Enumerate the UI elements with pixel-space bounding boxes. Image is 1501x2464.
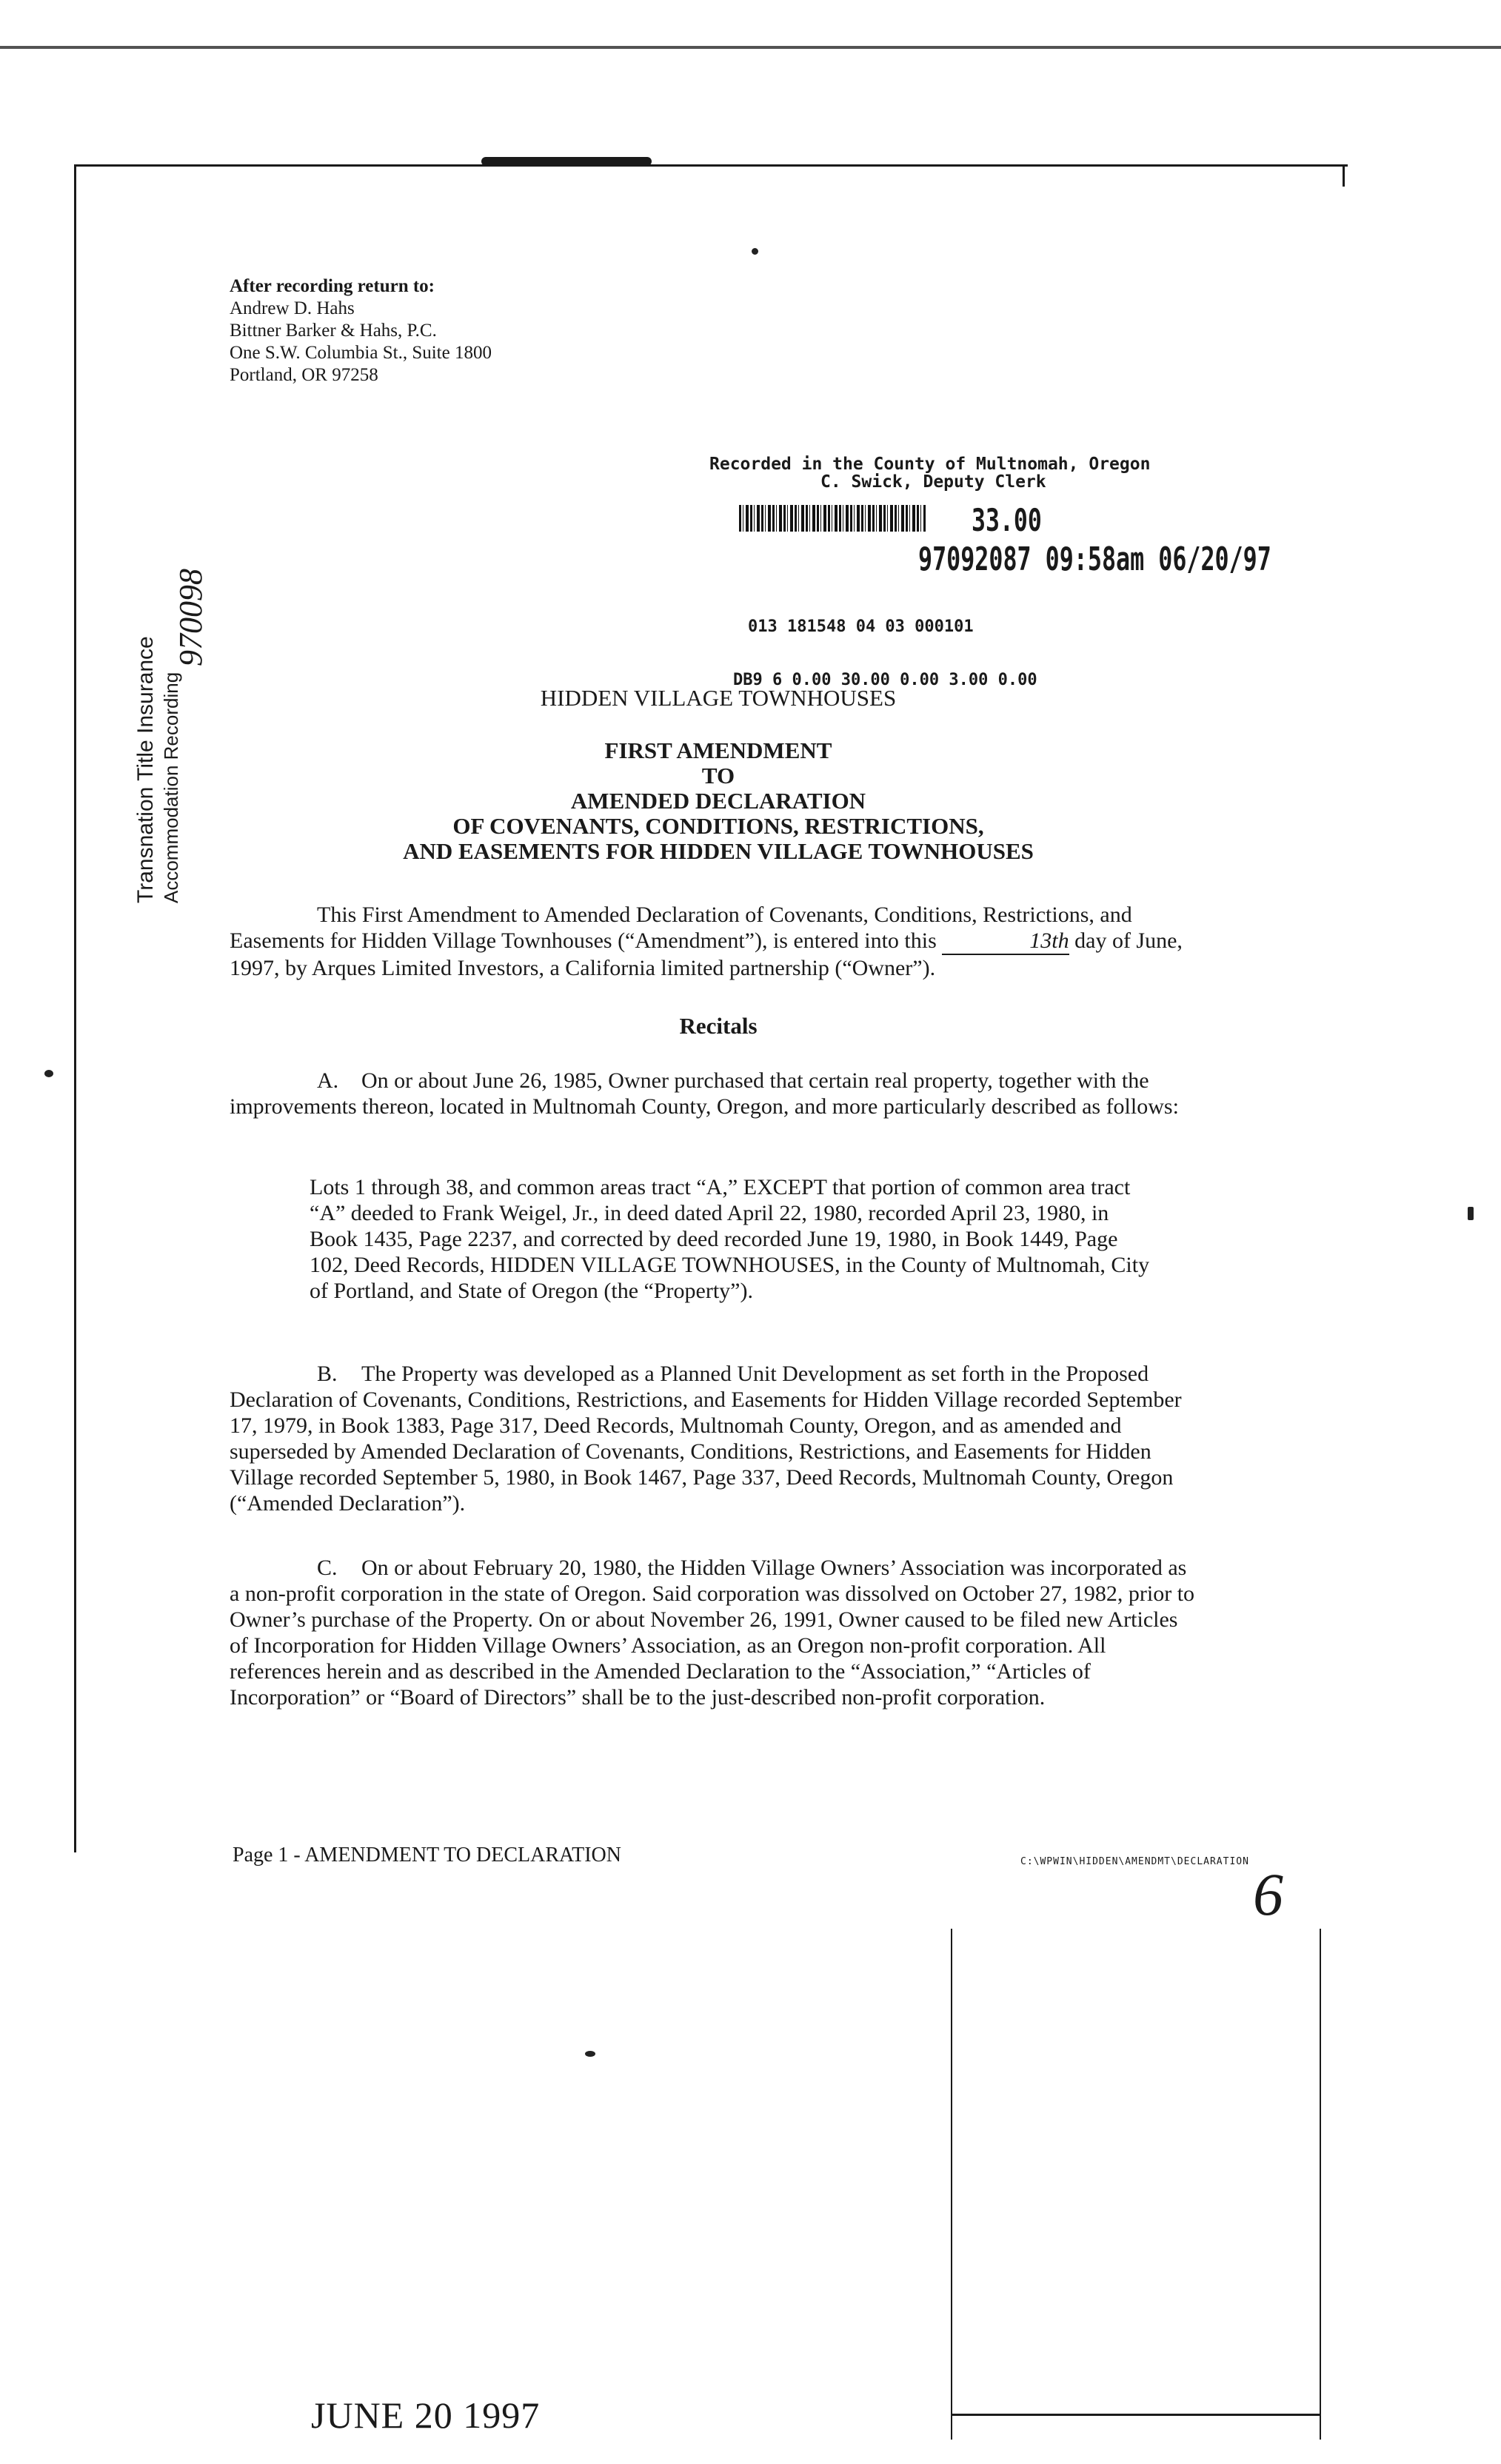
legal-description: Lots 1 through 38, and common areas tract “A,” EXCEPT that portion of common area tract “A” deeded to Frank Weigel, Jr., in deed dated April 22, 1980, recorded April 23, 1980, in Book 1435, Page 2237, and corrected by deed recorded June 19, 1980, in Book 1449, Page 102, Deed Records, HIDDEN VILLAGE TOWNHOUSES, in the County of Multnomah, City of Portland, and State of Oregon (the “Property”). (310, 1175, 1150, 1303)
top-border-smudge (481, 157, 652, 166)
recital-a (230, 1068, 1200, 1119)
recital-a-text: On or about June 26, 1985, Owner purchased that certain real property, together with the improvements thereon, located in Multnomah County, Oregon, and more particularly described as follows: (230, 1068, 1179, 1119)
title-line: AND EASEMENTS FOR HIDDEN VILLAGE TOWNHOUSES (403, 838, 1034, 864)
top-border-line (74, 164, 1348, 167)
page-footer-label: Page 1 - AMENDMENT TO DECLARATION (233, 1844, 621, 1867)
recitals-heading: Recitals (679, 1013, 758, 1039)
recording-fee: 33.00 (972, 502, 1042, 538)
bottom-right-box-left (951, 1929, 952, 2440)
return-address-line: One S.W. Columbia St., Suite 1800 (230, 343, 492, 363)
intro-text-before-day: This First Amendment to Amended Declaration of Covenants, Conditions, Restrictions, and Easements for Hidden Village Townhouses (“Amendment”), is entered into this (230, 903, 1132, 953)
recording-county-line: Recorded in the County of Multnomah, Oregon (709, 455, 1151, 474)
recital-c-label: C. (317, 1556, 338, 1580)
side-stamp-company: Transnation Title Insurance (133, 636, 158, 903)
intro-paragraph (230, 902, 1200, 981)
title-line: FIRST AMENDMENT (604, 737, 832, 763)
recital-b-text: The Property was developed as a Planned Unit Development as set forth in the Proposed Declaration of Covenants, Conditions, Restrictions, and Easements for Hidden Village recorded September 17, 1979, in Book 1383, Page 317, Deed Records, Multnomah County, Oregon, and as amended and superseded by Amended Declaration of Covenants, Conditions, Restrictions, and Easements for Hidden Village recorded September 5, 1980, in Book 1467, Page 337, Deed Records, Multnomah County, Oregon (“Amended Declaration”). (230, 1362, 1182, 1516)
intro-text-after-day: day of June, 1997, by Arques Limited Investors, a California limited partnership (“Owner”). (230, 928, 1183, 980)
scan-speck (585, 2051, 595, 2057)
wordprocessor-file-code: C:\WPWIN\HIDDEN\AMENDMT\DECLARATION (1020, 1856, 1249, 1867)
received-date-stamp: JUNE 20 1997 (311, 2394, 541, 2436)
return-address-heading: After recording return to: (230, 276, 435, 296)
handwritten-day: 13th (942, 928, 1069, 955)
recording-document-number: 97092087 09:58am 06/20/97 (918, 540, 1271, 578)
side-stamp-type: Accommodation Recording (160, 672, 182, 903)
recital-b (230, 1361, 1200, 1516)
recording-barcode (739, 505, 926, 532)
recording-stamp (709, 455, 1150, 491)
return-address-line: Andrew D. Hahs (230, 298, 355, 318)
title-line: OF COVENANTS, CONDITIONS, RESTRICTIONS, (452, 813, 984, 839)
top-scan-edge (0, 46, 1501, 49)
bottom-right-box-right (1320, 1929, 1321, 2440)
scan-speck (44, 1070, 53, 1077)
recital-b-label: B. (317, 1362, 338, 1386)
return-address-block (230, 275, 492, 386)
left-margin-line (74, 164, 76, 1852)
title-line: TO (701, 763, 735, 789)
scan-speck (1468, 1207, 1474, 1220)
document-title (0, 738, 1437, 864)
handwritten-recording-number: 970098 (173, 569, 209, 666)
recital-c-text: On or about February 20, 1980, the Hidden Village Owners’ Association was incorporated as a non-profit corporation in the state of Oregon. Said corporation was dissolved on October 27, 1982, prior to Owner’s purchase of the Property. On or about November 26, 1991, Owner caused to be filed new Articles of Incorporation for Hidden Village Owners’ Association, as an Oregon non-profit corporation. All references herein and as described in the Amended Declaration to the “Association,” “Articles of Incorporation” or “Board of Directors” shall be to the just-described non-profit corporation. (230, 1556, 1195, 1710)
subdivision-name: HIDDEN VILLAGE TOWNHOUSES (540, 685, 897, 711)
right-margin-line (1343, 164, 1345, 187)
recording-code-line: 013 181548 04 03 000101 (748, 617, 974, 636)
recording-code-line: DB9 6 0.00 30.00 0.00 3.00 0.00 (733, 671, 1037, 689)
recital-c (230, 1555, 1200, 1710)
return-address-line: Portland, OR 97258 (230, 365, 378, 385)
bottom-right-box-bottom (951, 2414, 1321, 2416)
title-line: AMENDED DECLARATION (570, 788, 866, 814)
handwritten-page-number: 6 (1253, 1861, 1283, 1928)
recording-clerk-line: C. Swick, Deputy Clerk (820, 472, 1046, 492)
scan-speck (752, 248, 758, 255)
recital-a-label: A. (317, 1068, 339, 1093)
return-address-line: Bittner Barker & Hahs, P.C. (230, 321, 437, 341)
